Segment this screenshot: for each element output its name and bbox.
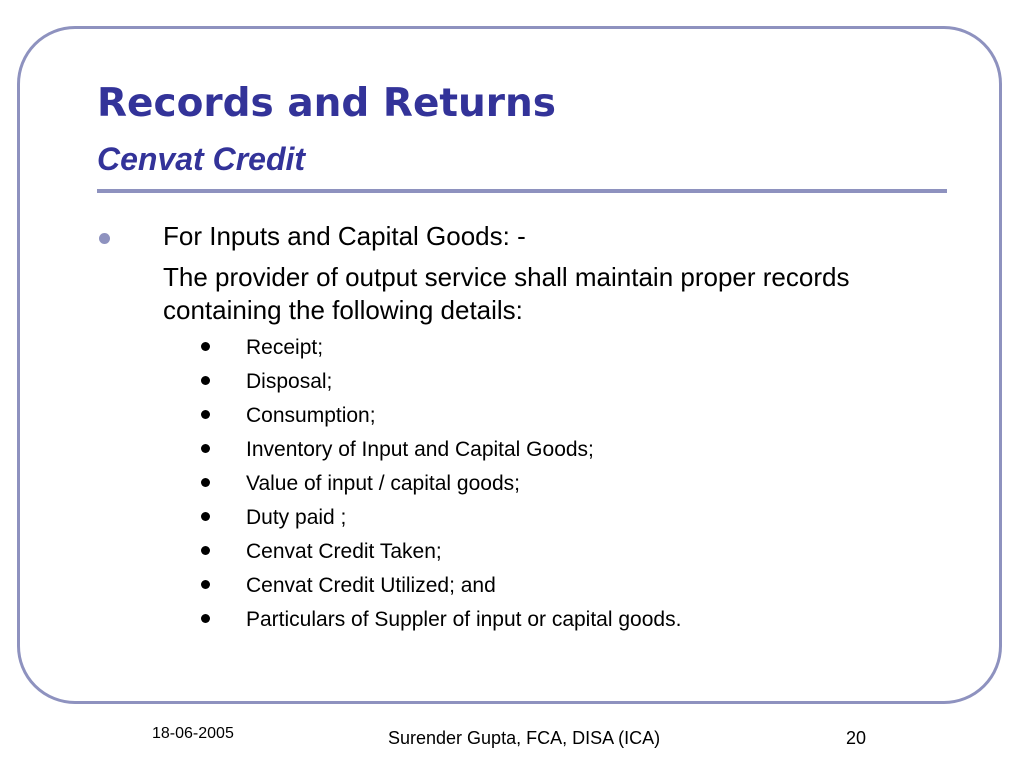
list-item-text: Disposal; <box>246 370 333 393</box>
list-item-text: Cenvat Credit Utilized; and <box>246 574 496 597</box>
page-number: 20 <box>846 728 867 748</box>
bullet-dot-icon <box>201 580 210 589</box>
bullet-dot-icon <box>201 512 210 521</box>
title-divider <box>97 189 947 193</box>
bullet-dot-icon <box>201 342 210 351</box>
bullet-dot-icon <box>201 546 210 555</box>
list-item-text: Value of input / capital goods; <box>246 472 520 495</box>
list-item-text: Duty paid ; <box>246 506 347 529</box>
bullet-dot-icon <box>201 478 210 487</box>
bullet-dot-icon <box>201 410 210 419</box>
footer-author: Surender Gupta, FCA, DISA (ICA) <box>388 728 661 748</box>
bullet-dot-icon <box>201 444 210 453</box>
list-item-text: Cenvat Credit Taken; <box>246 540 442 563</box>
bullet-icon <box>99 233 110 244</box>
bullet-lead-text: For Inputs and Capital Goods: - <box>163 221 526 251</box>
list-item-text: Inventory of Input and Capital Goods; <box>246 438 594 461</box>
slide-title: Records and Returns <box>97 81 557 126</box>
list-item-text: Consumption; <box>246 404 376 427</box>
bullet-dot-icon <box>201 376 210 385</box>
slide-subtitle: Cenvat Credit <box>97 141 306 177</box>
bullet-paragraph: The provider of output service shall maintain proper records containing the following details: <box>163 262 850 325</box>
list-item-text: Receipt; <box>246 336 324 359</box>
footer-date: 18-06-2005 <box>152 725 234 742</box>
list-item-text: Particulars of Suppler of input or capital goods. <box>246 608 682 631</box>
bullet-dot-icon <box>201 614 210 623</box>
